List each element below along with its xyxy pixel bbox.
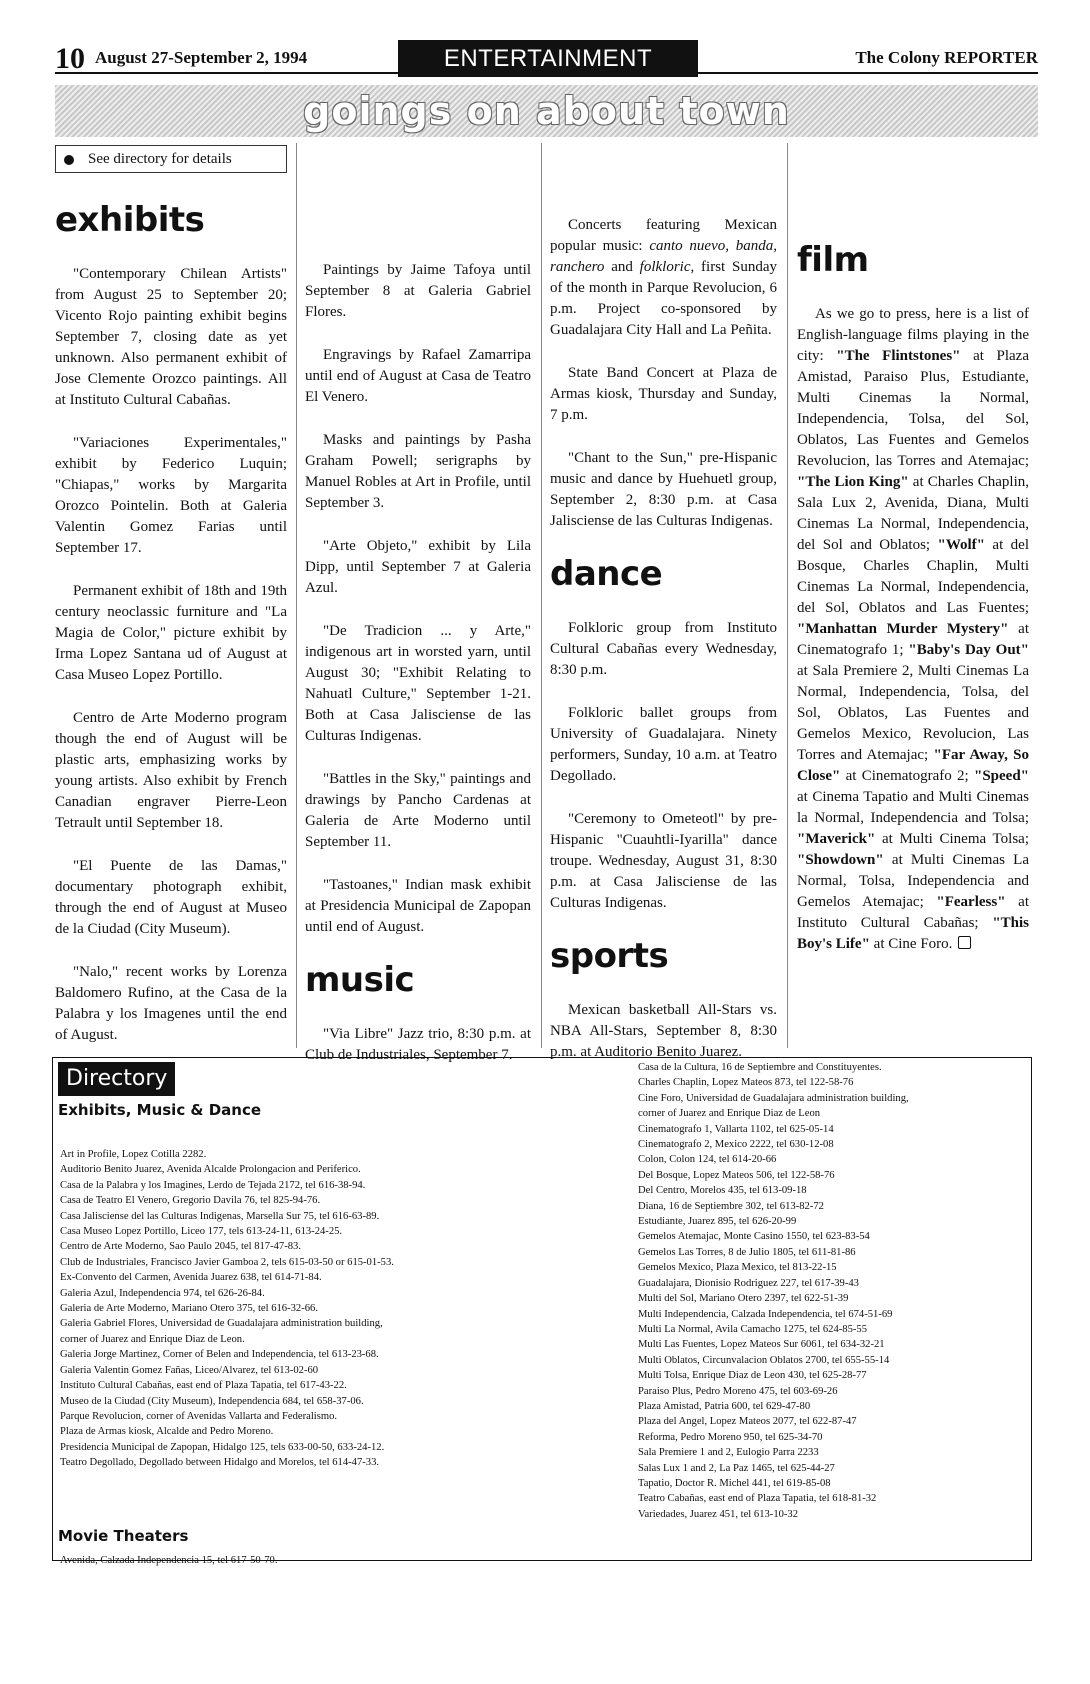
music-item: State Band Concert at Plaza de Armas kiosk, Thursday and Sunday, 7 p.m.: [550, 365, 777, 423]
directory-entry: Centro de Arte Moderno, Sao Paulo 2045, tel 817-47-83.: [60, 1241, 301, 1253]
directory-entry: Casa de Teatro El Venero, Gregorio Davila 76, tel 825-94-76.: [60, 1195, 321, 1207]
film-list: As we go to press, here is a list of English-language films playing in the city: "The Flintstones" at Plaza Amistad, Paraiso Plus, Estudiante, Multi Cinemas la Normal, Independencia, Tolsa, del Sol, Oblatos, Las Fuentes and Gemelos Revolucion, las Torres and Atemajac; "The Lion King" at Charles Chaplin, Sala Lux 2, Avenida, Diana, Multi Cinemas La Normal, Independencia, del Sol and Oblatos; "Wolf" at del Bosque, Charles Chaplin, Multi Cinemas La Normal, Independencia, del Sol, Oblatos and Las Fuentes; "Manhattan Murder Mystery" at Cinematografo 1; "Baby's Day Out" at Sala Premiere 2, Multi Cinemas La Normal, Independencia, Tolsa, del Sol, Oblatos, Las Fuentes and Gemelos Mexico, Revolucion, Las Torres and Atemajac; "Far Away, So Close" at Cinematografo 2; "Speed" at Cinema Tapatio and Multi Cinemas la Normal, Independencia and Tolsa; "Maverick" at Multi Cinema Tolsa; "Showdown" at Multi Cinemas La Normal, Tolsa, Independencia and Gemelos Atemajac; "Fearless" at Instituto Cultural Cabañas; "This Boy's Life" at Cine Foro.: [797, 306, 1030, 952]
directory-entry: Multi Independencia, Calzada Independencia, tel 674-51-69: [638, 1308, 893, 1320]
directory-title: Directory: [58, 1062, 175, 1096]
directory-entry: Del Bosque, Lopez Mateos 506, tel 122-58-76: [638, 1169, 835, 1181]
directory-entry: Multi Tolsa, Enrique Diaz de Leon 430, tel 625-28-77: [638, 1370, 867, 1382]
column-1: [55, 190, 287, 1046]
exhibit-item: Masks and paintings by Pasha Graham Powell; serigraphs by Manuel Robles at Art in Profile, until September 3.: [305, 432, 531, 511]
dance-heading: dance: [550, 554, 663, 594]
directory-entry: Plaza Amistad, Patria 600, tel 629-47-80: [638, 1400, 811, 1412]
column-rule: [296, 143, 297, 1048]
column-4: [797, 230, 1029, 955]
directory-entry: Charles Chaplin, Lopez Mateos 873, tel 122-58-76: [638, 1077, 854, 1089]
see-directory-text: See directory for details: [88, 151, 232, 167]
directory-entry: Gemelos Mexico, Plaza Mexico, tel 813-22-15: [638, 1262, 837, 1274]
issue-date: August 27-September 2, 1994: [95, 48, 308, 67]
dance-item: Folkloric ballet groups from University of Guadalajara. Ninety performers, Sunday, 10 a.m. at Teatro Degollado.: [550, 705, 777, 784]
music-heading: music: [305, 960, 415, 1000]
directory-entry: Paraiso Plus, Pedro Moreno 475, tel 603-69-26: [638, 1385, 838, 1397]
directory-entry: Galeria Azul, Independencia 974, tel 626-26-84.: [60, 1287, 265, 1299]
column-rule: [787, 143, 788, 1048]
banner: [55, 85, 1038, 137]
directory-entry: Reforma, Pedro Moreno 950, tel 625-34-70: [638, 1431, 823, 1443]
directory-entry: Multi La Normal, Avila Camacho 1275, tel 624-85-55: [638, 1323, 867, 1335]
directory-entry: Guadalajara, Dionisio Rodriguez 227, tel 617-39-43: [638, 1277, 859, 1289]
directory-entry: Colon, Colon 124, tel 614-20-66: [638, 1154, 777, 1166]
directory-entry: Multi Las Fuentes, Lopez Mateos Sur 6061, tel 634-32-21: [638, 1339, 885, 1351]
directory-entry: Variedades, Juarez 451, tel 613-10-32: [638, 1508, 799, 1520]
exhibit-item: "El Puente de las Damas," documentary photograph exhibit, through the end of August at Museo de la Ciudad (City Museum).: [55, 858, 287, 937]
directory-entry: Sala Premiere 1 and 2, Eulogio Parra 2233: [638, 1447, 819, 1459]
column-3: [550, 215, 777, 1063]
exhibit-item: Engravings by Rafael Zamarripa until end of August at Casa de Teatro El Venero.: [305, 347, 531, 405]
directory-entry: Club de Industriales, Francisco Javier Gamboa 2, tels 615-03-50 or 615-01-53.: [60, 1256, 394, 1268]
directory-entry: Casa Jalisciense del las Culturas Indigenas, Marsella Sur 75, tel 616-63-89.: [60, 1210, 380, 1222]
directory-entry: Museo de la Ciudad (City Museum), Independencia 684, tel 658-37-06.: [60, 1395, 364, 1407]
directory-entry: Cinematografo 2, Mexico 2222, tel 630-12-08: [638, 1139, 834, 1151]
directory-entry: Estudiante, Juarez 895, tel 626-20-99: [638, 1216, 797, 1228]
directory-entry: corner of Juarez and Enrique Diaz de Leon: [638, 1108, 821, 1120]
masthead-rule: [55, 72, 1038, 74]
directory-entry: Casa Museo Lopez Portillo, Liceo 177, tels 613-24-11, 613-24-25.: [60, 1226, 343, 1238]
directory-entry: corner of Juarez and Enrique Diaz de Leon.: [60, 1333, 245, 1345]
directory-entry: Galeria Jorge Martinez, Corner of Belen and Independencia, tel 613-23-68.: [60, 1349, 379, 1361]
movie-theaters-heading: Movie Theaters: [58, 1527, 189, 1545]
directory-entry: Multi Oblatos, Circunvalacion Oblatos 2700, tel 655-55-14: [638, 1354, 890, 1366]
section-title: ENTERTAINMENT: [398, 40, 698, 77]
exhibit-item: "Arte Objeto," exhibit by Lila Dipp, until September 7 at Galeria Azul.: [305, 538, 531, 596]
directory-entry: Teatro Degollado, Degollado between Hidalgo and Morelos, tel 614-47-33.: [60, 1457, 380, 1469]
directory-entry: Plaza del Angel, Lopez Mateos 2077, tel 622-87-47: [638, 1416, 857, 1428]
directory-entry: Avenida, Calzada Independencia 15, tel 617-50-70.: [60, 1555, 278, 1566]
see-directory-note: [55, 145, 287, 173]
directory-entry: Cinematografo 1, Vallarta 1102, tel 625-05-14: [638, 1123, 834, 1135]
directory-entry: Salas Lux 1 and 2, La Paz 1465, tel 625-44-27: [638, 1462, 835, 1474]
directory-entry: Parque Revolucion, corner of Avenidas Vallarta and Federalismo.: [60, 1410, 338, 1422]
directory-entry: Presidencia Municipal de Zapopan, Hidalgo 125, tels 633-00-50, 633-24-12.: [60, 1441, 385, 1453]
bullet-icon: [64, 155, 74, 165]
exhibit-item: "Variaciones Experimentales," exhibit by Federico Luquin; "Chiapas," works by Margarita Orozco Pointelin. Both at Galeria Valentin Gomez Farias until September 17.: [55, 435, 287, 556]
film-heading: film: [797, 240, 869, 280]
directory-entry: Auditorio Benito Juarez, Avenida Alcalde Prolongacion and Periferico.: [60, 1164, 361, 1176]
directory-entry: Cine Foro, Universidad de Guadalajara administration building,: [638, 1092, 909, 1104]
sports-item: Mexican basketball All-Stars vs. NBA All-Stars, September 8, 8:30 p.m. at Auditorio Benito Juarez.: [550, 1002, 777, 1060]
directory-entry: Multi del Sol, Mariano Otero 2397, tel 622-51-39: [638, 1293, 849, 1305]
directory-entry: Art in Profile, Lopez Cotilla 2282.: [60, 1149, 207, 1160]
directory-entry: Gemelos Las Torres, 8 de Julio 1805, tel 611-81-86: [638, 1246, 856, 1258]
exhibit-item: Paintings by Jaime Tafoya until September 8 at Galeria Gabriel Flores.: [305, 262, 531, 320]
exhibit-item: "De Tradicion ... y Arte," indigenous art in worsted yarn, until August 30; "Exhibit Relating to Nahuatl Culture," September 1-21. Both at Casa Jalisciense de las Culturas Indigenas.: [305, 623, 531, 744]
dance-item: "Ceremony to Ometeotl" by pre-Hispanic "Cuauhtli-Iyarilla" dance troupe. Wednesday, August 31, 8:30 p.m. at Casa Jalisciense de las Culturas Indigenas.: [550, 811, 777, 911]
directory-list-exhibits: [60, 1147, 640, 1471]
dance-item: Folkloric group from Instituto Cultural Cabañas every Wednesday, 8:30 p.m.: [550, 620, 777, 678]
directory-subtitle: Exhibits, Music & Dance: [58, 1101, 262, 1119]
directory-entry: Tapatio, Doctor R. Michel 441, tel 619-85-08: [638, 1477, 831, 1489]
directory-entry: Plaza de Armas kiosk, Alcalde and Pedro Moreno.: [60, 1426, 274, 1438]
column-2: [305, 260, 531, 1066]
exhibits-heading: exhibits: [55, 200, 205, 240]
directory-entry: Gemelos Atemajac, Monte Casino 1550, tel 623-83-54: [638, 1231, 870, 1243]
directory-entry: Ex-Convento del Carmen, Avenida Juarez 638, tel 614-71-84.: [60, 1272, 322, 1284]
exhibit-item: "Tastoanes," Indian mask exhibit at Presidencia Municipal de Zapopan until end of August.: [305, 877, 531, 935]
music-item: Concerts featuring Mexican popular music: canto nuevo, banda, ranchero and folkloric, first Sunday of the month in Parque Revolucion, 6 p.m. Project co-sponsored by Guadalajara City Hall and La Peñita.: [550, 217, 777, 338]
directory-entry: Galeria Valentin Gomez Fañas, Liceo/Alvarez, tel 613-02-60: [60, 1364, 319, 1376]
column-rule: [541, 143, 542, 1048]
directory-entry: Galeria de Arte Moderno, Mariano Otero 375, tel 616-32-66.: [60, 1303, 318, 1315]
page-number: 10: [55, 42, 85, 75]
exhibit-item: "Battles in the Sky," paintings and drawings by Pancho Cardenas at Galeria de Arte Moderno until September 11.: [305, 771, 531, 850]
banner-title: goings on about town: [303, 89, 790, 133]
directory-entry: Del Centro, Morelos 435, tel 613-09-18: [638, 1185, 807, 1197]
directory-entry: Instituto Cultural Cabañas, east end of Plaza Tapatia, tel 617-43-22.: [60, 1380, 347, 1392]
directory-list-theaters: [638, 1060, 1028, 1522]
directory-entry: Teatro Cabañas, east end of Plaza Tapatia, tel 618-81-32: [638, 1493, 877, 1505]
exhibit-item: Permanent exhibit of 18th and 19th century neoclassic furniture and "La Magia de Color," picture exhibit by Irma Lopez Santana ud of August at Casa Museo Lopez Portillo.: [55, 583, 287, 683]
directory-entry: Galeria Gabriel Flores, Universidad de Guadalajara administration building,: [60, 1318, 383, 1330]
sports-heading: sports: [550, 936, 669, 976]
directory-entry: Casa de la Palabra y los Imagines, Lerdo de Tejada 2172, tel 616-38-94.: [60, 1179, 366, 1191]
music-item: "Via Libre" Jazz trio, 8:30 p.m. at Club de Industriales, September 7.: [305, 1026, 531, 1063]
exhibit-item: "Nalo," recent works by Lorenza Baldomero Rufino, at the Casa de la Palabra y los Imagenes until the end of August.: [55, 964, 287, 1043]
directory-entry: Diana, 16 de Septiembre 302, tel 613-82-72: [638, 1200, 824, 1212]
exhibit-item: Centro de Arte Moderno program though the end of August will be plastic arts, emphasizing works by young artists. Also exhibit by French Canadian engraver Pierre-Leon Tetrault until September 18.: [55, 710, 287, 831]
paper-name: The Colony REPORTER: [855, 48, 1038, 67]
end-mark-icon: [958, 936, 971, 949]
directory-entry: Casa de la Cultura, 16 de Septiembre and Constituyentes.: [638, 1062, 882, 1073]
music-item: "Chant to the Sun," pre-Hispanic music and dance by Huehuetl group, September 2, 8:30 p.m. at Casa Jalisciense de las Culturas Indigenas.: [550, 450, 777, 529]
exhibit-item: "Contemporary Chilean Artists" from August 25 to September 20; Vicento Rojo painting exhibit begins September 7, closing date as yet unknown. Also permanent exhibit of Jose Clemente Orozco paintings. All at Instituto Cultural Cabañas.: [55, 266, 287, 408]
